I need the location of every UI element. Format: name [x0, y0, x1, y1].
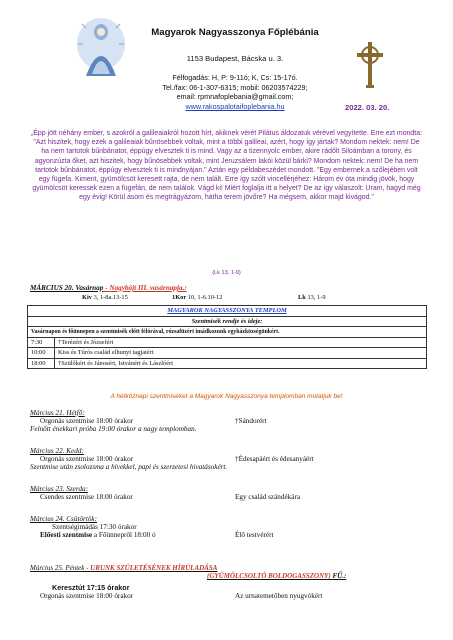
mass-line	[30, 493, 430, 501]
mass-intention: †Sándorért	[235, 417, 267, 425]
sunday-date: MÁRCIUS 20. Vasárnap	[30, 284, 104, 292]
gospel-label: Lk	[298, 294, 306, 301]
day-tuesday	[30, 447, 430, 471]
adoration-line: Szentségimádás 17:30 órakor	[52, 523, 137, 531]
mass-line	[30, 531, 430, 539]
gospel-reference: (Lk 13, 1-9)	[212, 270, 241, 276]
stations-line: Keresztút 17:15 órakor	[52, 583, 130, 592]
mass-time: 18:00	[28, 358, 55, 369]
feast-suffix: FŰ.:	[330, 572, 347, 580]
parish-address: 1153 Budapest, Bácska u. 3.	[186, 54, 284, 63]
day-note: Szentmise után zsolozsma a hívekkel, papi és szerzetesi hivatásokért.	[30, 463, 228, 471]
day-heading: Március 25. Péntek	[30, 564, 85, 572]
table-row	[28, 348, 427, 359]
mass-text: a Főünnepről 18:00 ó	[92, 531, 156, 539]
day-friday	[30, 564, 440, 600]
mass-line	[30, 455, 430, 463]
mass-intention: Az urnatemetőben nyugvókért	[235, 592, 323, 600]
table-row	[28, 358, 427, 369]
celtic-cross-icon	[355, 40, 385, 90]
day-note: Felnőtt énekkari próba 19:00 órakor a nagy templomban.	[30, 425, 197, 433]
mass-intention: †Terézért és Józsefért	[55, 337, 427, 348]
day-thursday	[30, 515, 430, 539]
reading2: 10, 1-6.10-12	[187, 294, 223, 301]
reading1-label: Kiv	[82, 294, 92, 301]
sunday-sep: -	[103, 284, 110, 292]
feast-name: URUNK SZÜLETÉSÉNEK HÍRÜLADÁSA	[90, 564, 218, 572]
mass-line	[30, 417, 430, 425]
mass-intention: Élő testvérért	[235, 531, 274, 539]
parish-logo-icon	[72, 16, 130, 86]
parish-title: Magyarok Nagyasszonya Főplébánia	[151, 27, 319, 38]
mass-intention: Egy család szándékára	[235, 493, 301, 501]
mass-text-bold: Előesti szentmise	[40, 531, 93, 539]
day-heading: Március 21. Hétfő:	[30, 409, 85, 417]
day-heading: Március 23. Szerda:	[30, 485, 88, 493]
mass-text: Orgonás szentmise 18:00 órakor	[40, 417, 134, 425]
bulletin-date: 2022. 03. 20.	[345, 103, 390, 112]
day-heading: Március 24. Csütörtök:	[30, 515, 98, 523]
mass-intention: Kiss és Túrós család elhunyt tagjaiért	[55, 348, 427, 359]
website-link[interactable]: www.rakospalotaifoplebania.hu	[185, 102, 285, 112]
rosary-note: Vasárnapon és főünnepen a szentmisék előtt félórával, rózsafüzért imádkozunk egyházközségünkért.	[28, 327, 427, 338]
feast-line-2	[30, 572, 440, 580]
table-row	[28, 337, 427, 348]
mass-intention: †Szülőkért és Jánosért, Istvánért és Lászlóért	[55, 358, 427, 369]
phone-info: Tel./fax: 06-1-307-6315; mobil: 06203574229;	[162, 82, 308, 92]
day-heading-line	[30, 564, 440, 572]
mass-line	[30, 592, 440, 600]
mass-time: 10:00	[28, 348, 55, 359]
day-monday	[30, 409, 430, 433]
sunday-heading	[30, 284, 430, 292]
gospel-quote: „Épp jött néhány ember, s azokról a galileaiakról hozott hírt, akiknek vérét Pilátus áldozatuk vérével vegyítette. Erre ezt mondta: "Azt hiszitek, hogy ezek a galileaiak bűnösebbek voltak, mint a többi galileai, azért, hogy így jártak? Mondom nektek: nem! De ha nem tartotok bűnbánatot, éppúgy elvesztek ti is mind. Vagy az a tizennyolc ember, akire rádőlt Siloámban a torony, és agyonzúzta őket, azt hiszitek, hogy bűnösebbek voltak, mint Jeruzsálem lakói közül bárki? Mondom nektek: nem! De ha nem tartotok bűnbánatot, éppúgy elvesztek ti is mindnyájan." Aztán egy példabeszédet mondott. "Egy embernek a szőlejében volt egy fügefa. Kiment, gyümölcsöt keresett rajta, de nem talált. Erre így szólt vincellérjéhez: Három év óta mindig jövök, hogy gyümölcsöt keressek ezen a fügefán, de nem találok. Vágd ki! Miért foglalja itt a helyet? De az így válaszolt: Uram, hagyd még egy évig! Körül ásom és megtrágyázom, hátha terem jövőre? Ha mégsem, akkor majd kivágod."	[30, 130, 422, 202]
reading1: 3, 1-8a.13-15	[93, 294, 128, 301]
day-wednesday	[30, 485, 430, 501]
weekday-notice: A hétköznapi szentmiséket a Magyarok Nagyasszonya templomban mutatjuk be!	[110, 393, 343, 400]
feast-name-2: (GYÜMÖLCSOLTÓ BOLDOGASSZONY)	[207, 572, 331, 580]
schedule-subtitle: Szentmisék rendje és ideje:	[28, 316, 427, 327]
reading2-label: 1Kor	[172, 294, 187, 301]
mass-time: 7:30	[28, 337, 55, 348]
gospel-reading: 13, 1-9	[307, 294, 326, 301]
feast-sep: -	[84, 564, 91, 572]
contact-block	[140, 73, 330, 112]
day-heading: Március 22. Kedd:	[30, 447, 84, 455]
mass-text: Orgonás szentmise 18:00 órakor	[40, 592, 134, 600]
mass-text: Orgonás szentmise 18:00 órakor	[40, 455, 134, 463]
mass-schedule-table	[27, 305, 427, 369]
email-info: email: rpmnafoplebania@gmail.com;	[176, 92, 294, 102]
church-name: MAGYAROK NAGYASSZONYA TEMPLOM	[28, 306, 427, 317]
office-hours: Félfogadás: H, P: 9-11ó; K, Cs: 15-17ó.	[172, 73, 298, 82]
sunday-name: Nagyböjt III. vasárnapja.:	[109, 284, 187, 292]
mass-text: Csendes szentmise 18:00 órakor	[40, 493, 133, 501]
mass-intention: †Édesapáért és édesanyáért	[235, 455, 314, 463]
